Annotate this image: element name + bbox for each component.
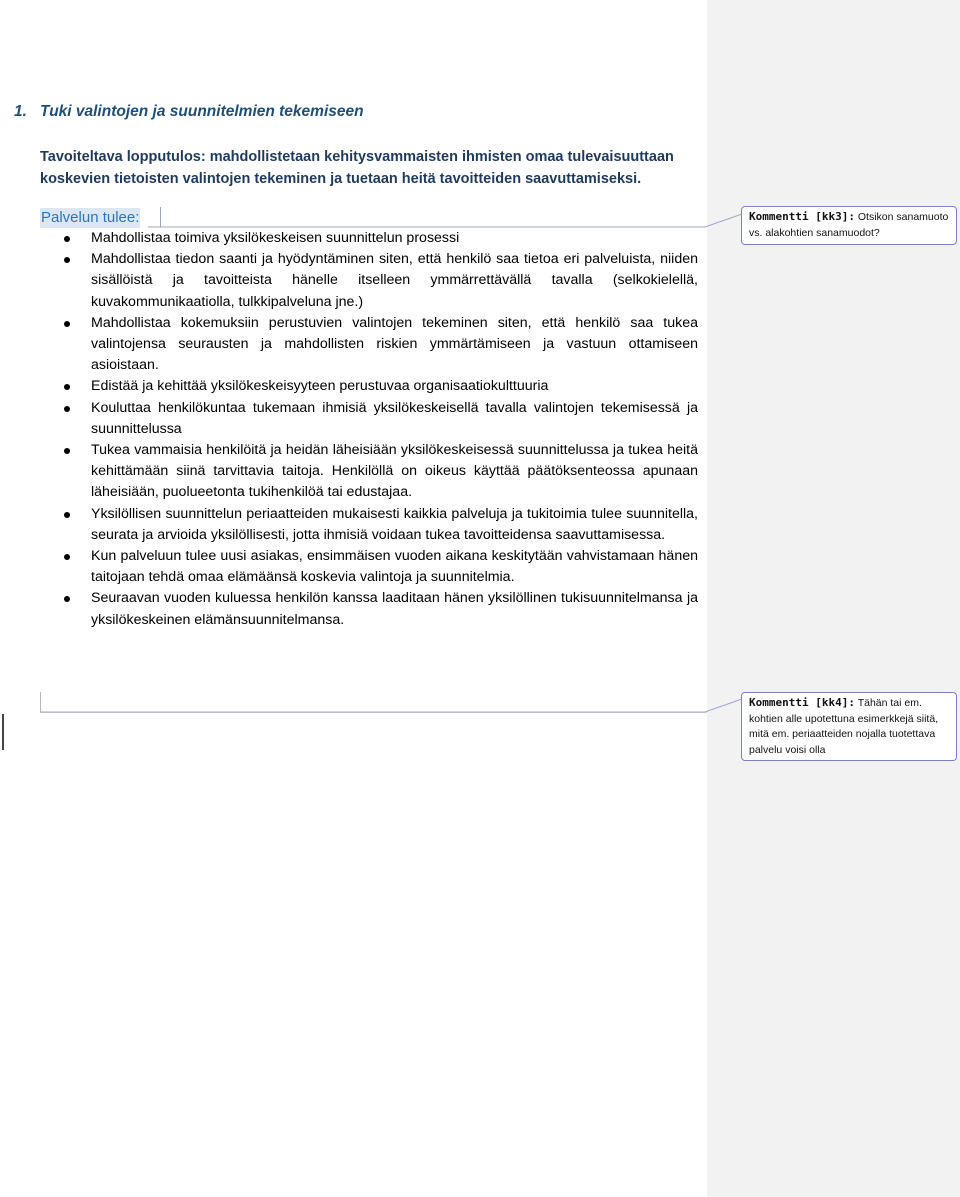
list-item: Yksilöllisen suunnittelun periaatteiden mukaisesti kaikkia palveluja ja tukitoimia tulee suunnitella, seurata ja arvioida yksilöllisesti, jotta ihmisiä voidaan tukea tavoitteidensa saavuttamisessa. [60,504,698,546]
section-title: Tuki valintojen ja suunnitelmien tekemiseen [40,103,364,120]
bullet-icon [64,406,70,412]
comment-text: Tähän tai em. kohtien alle upotettuna esimerkkejä siitä, mitä em. periaatteiden nojalla tuotettava palvelu voisi olla [749,697,939,756]
list-item: Mahdollistaa tiedon saanti ja hyödyntäminen siten, että henkilö saa tietoa eri palveluista, niiden sisällöistä ja tavoitteista hänelle itselleen ymmärrettävällä tavalla (selkokielellä, kuvakommunikaatiolla, tulkkipalveluna jne.) [60,249,698,313]
list-item: Kouluttaa henkilökuntaa tukemaan ihmisiä yksilökeskeisellä tavalla valintojen tekemisessä ja suunnittelussa [60,398,698,440]
bullet-icon [64,384,70,390]
list-item: Seuraavan vuoden kuluessa henkilön kanssa laaditaan hänen yksilöllinen tukisuunnitelmansa ja yksilökeskeinen elämänsuunnitelmansa. [60,588,698,630]
comment-anchor-line [40,712,707,713]
comment-label: Kommentti [kk3]: [749,210,855,223]
bullet-icon [64,596,70,602]
list-item: Edistää ja kehittää yksilökeskeisyyteen perustuvaa organisaatiokulttuuria [60,376,698,397]
comment-text: Otsikon sanamuoto vs. alakohtien sanamuodot? [749,211,949,239]
bullet-icon [64,554,70,560]
service-must-label[interactable]: Palvelun tulee: [41,209,140,226]
change-bar [2,714,4,750]
section-number: 1. [14,103,27,120]
comment-kk4[interactable] [741,692,957,761]
bullet-icon [64,512,70,518]
list-item: Kun palveluun tulee uusi asiakas, ensimmäisen vuoden aikana keskitytään vahvistamaan hänen taitojaan tehdä omaa elämäänsä koskevia valintoja ja suunnitelmia. [60,546,698,588]
bullet-icon [64,448,70,454]
comment-anchor-kk3 [160,207,161,227]
bullet-icon [64,236,70,242]
comment-margin [707,0,960,1197]
list-item: Mahdollistaa toimiva yksilökeskeisen suunnittelun prosessi [60,228,698,249]
comment-label: Kommentti [kk4]: [749,696,855,709]
list-item: Mahdollistaa kokemuksiin perustuvien valintojen tekeminen siten, että henkilö saa tukea valintojensa seurausten ja mahdollisten riskien ymmärtämiseen ja vastuun ottamiseen asioistaan. [60,313,698,377]
bullet-icon [64,321,70,327]
section-heading [14,103,364,121]
requirements-list [60,228,698,631]
bullet-icon [64,257,70,263]
comment-anchor-kk4 [40,692,41,712]
list-item: Tukea vammaisia henkilöitä ja heidän läheisiään yksilökeskeisessä suunnittelussa ja tukea heitä kehittämään siinä tarvittavia taitoja. Henkilöllä on oikeus käyttää päätöksenteossa apunaan läheisiään, puolueetonta tukihenkilöä tai edustajaa. [60,440,698,504]
goal-paragraph: Tavoiteltava lopputulos: mahdollistetaan kehitysvammaisten ihmisten omaa tulevaisuuttaan koskevien tietoisten valintojen tekeminen ja tuetaan heitä tavoitteiden saavuttamiseksi. [40,149,674,187]
comment-kk3[interactable] [741,206,957,245]
